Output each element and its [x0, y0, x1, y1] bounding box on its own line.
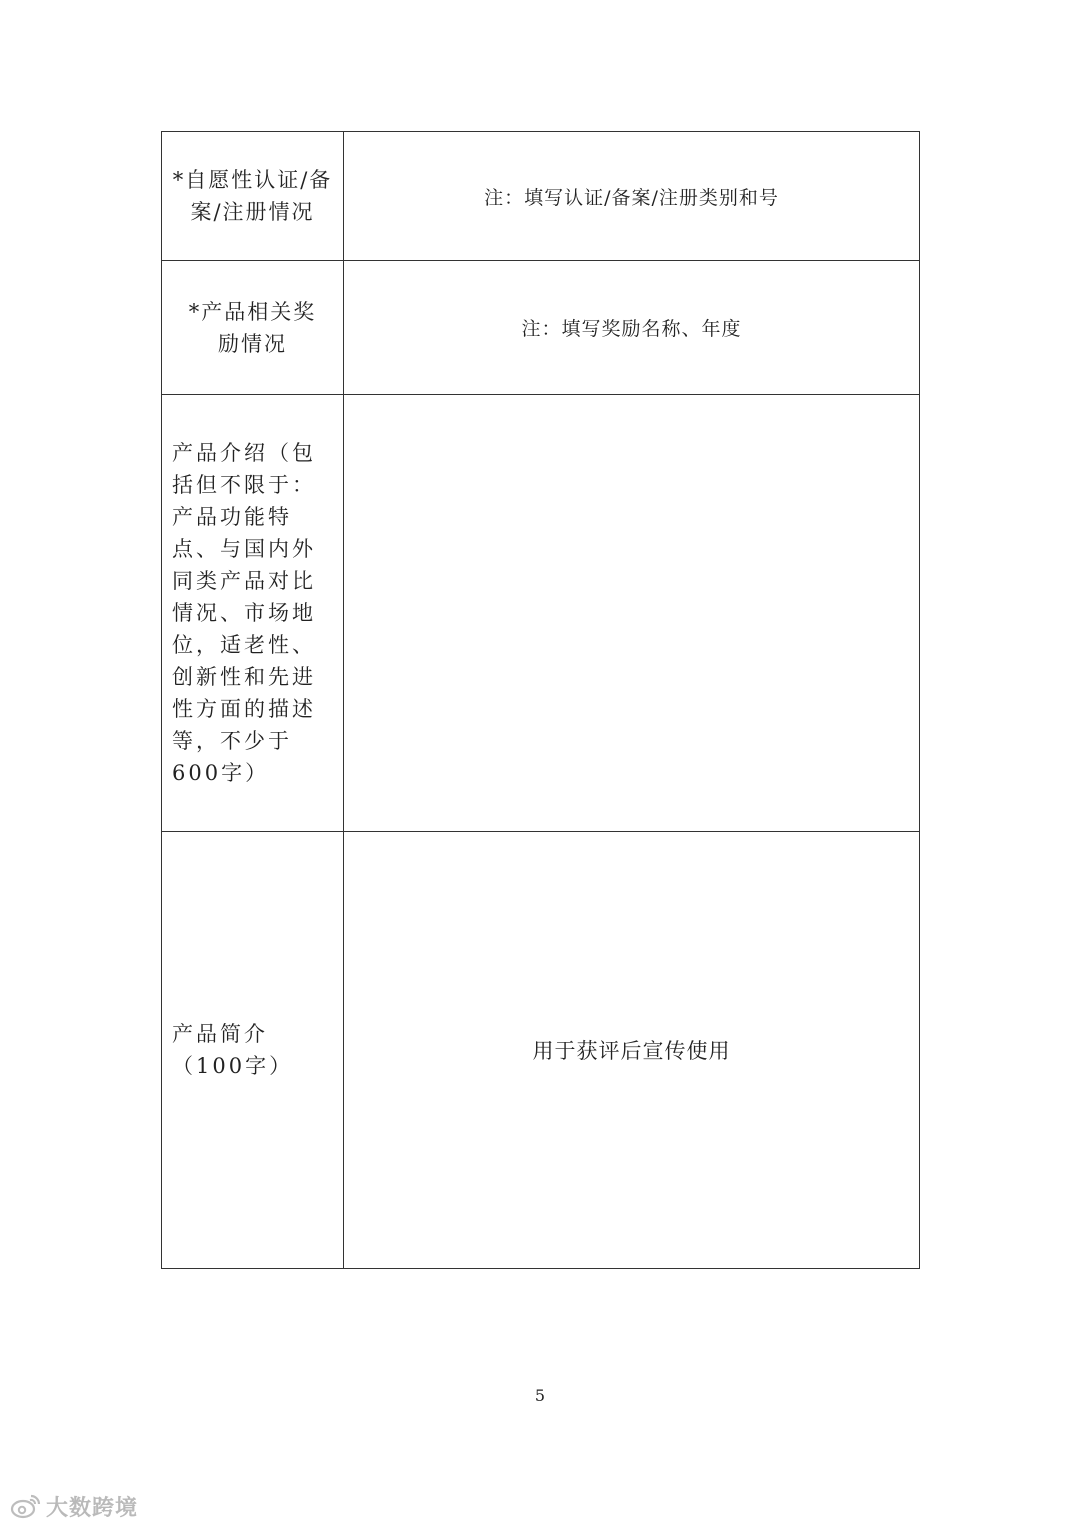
awards-note: 注：填写奖励名称、年度 [521, 318, 742, 340]
form-value-cell [344, 261, 920, 395]
form-label-cell [162, 261, 344, 395]
form-label-cell [162, 132, 344, 261]
form-label-cell [162, 832, 344, 1269]
product-summary-label: 产品简介（100字） [172, 1022, 294, 1078]
watermark [10, 1492, 138, 1520]
form-row-product-introduction [162, 395, 920, 832]
form-value-cell [344, 832, 920, 1269]
weibo-logo-icon [10, 1493, 42, 1519]
form-label-cell [162, 395, 344, 832]
awards-label: *产品相关奖励情况 [188, 299, 317, 356]
certification-note: 注：填写认证/备案/注册类别和号 [484, 186, 779, 209]
page-number: 5 [534, 1386, 546, 1405]
product-introduction-label: 产品介绍（包括但不限于：产品功能特点、与国内外同类产品对比情况、市场地位，适老性、创新性和先进性方面的描述等，不少于600字） [172, 441, 316, 785]
application-form-table [161, 131, 920, 1269]
product-summary-note: 用于获评后宣传使用 [532, 1039, 731, 1063]
form-value-cell [344, 395, 920, 832]
form-row-awards [162, 261, 920, 395]
form-row-product-summary [162, 832, 920, 1269]
certification-label: *自愿性认证/备案/注册情况 [172, 168, 333, 224]
form-row-certification [162, 132, 920, 261]
form-value-cell [344, 132, 920, 261]
watermark-text: 大数跨境 [46, 1495, 139, 1521]
